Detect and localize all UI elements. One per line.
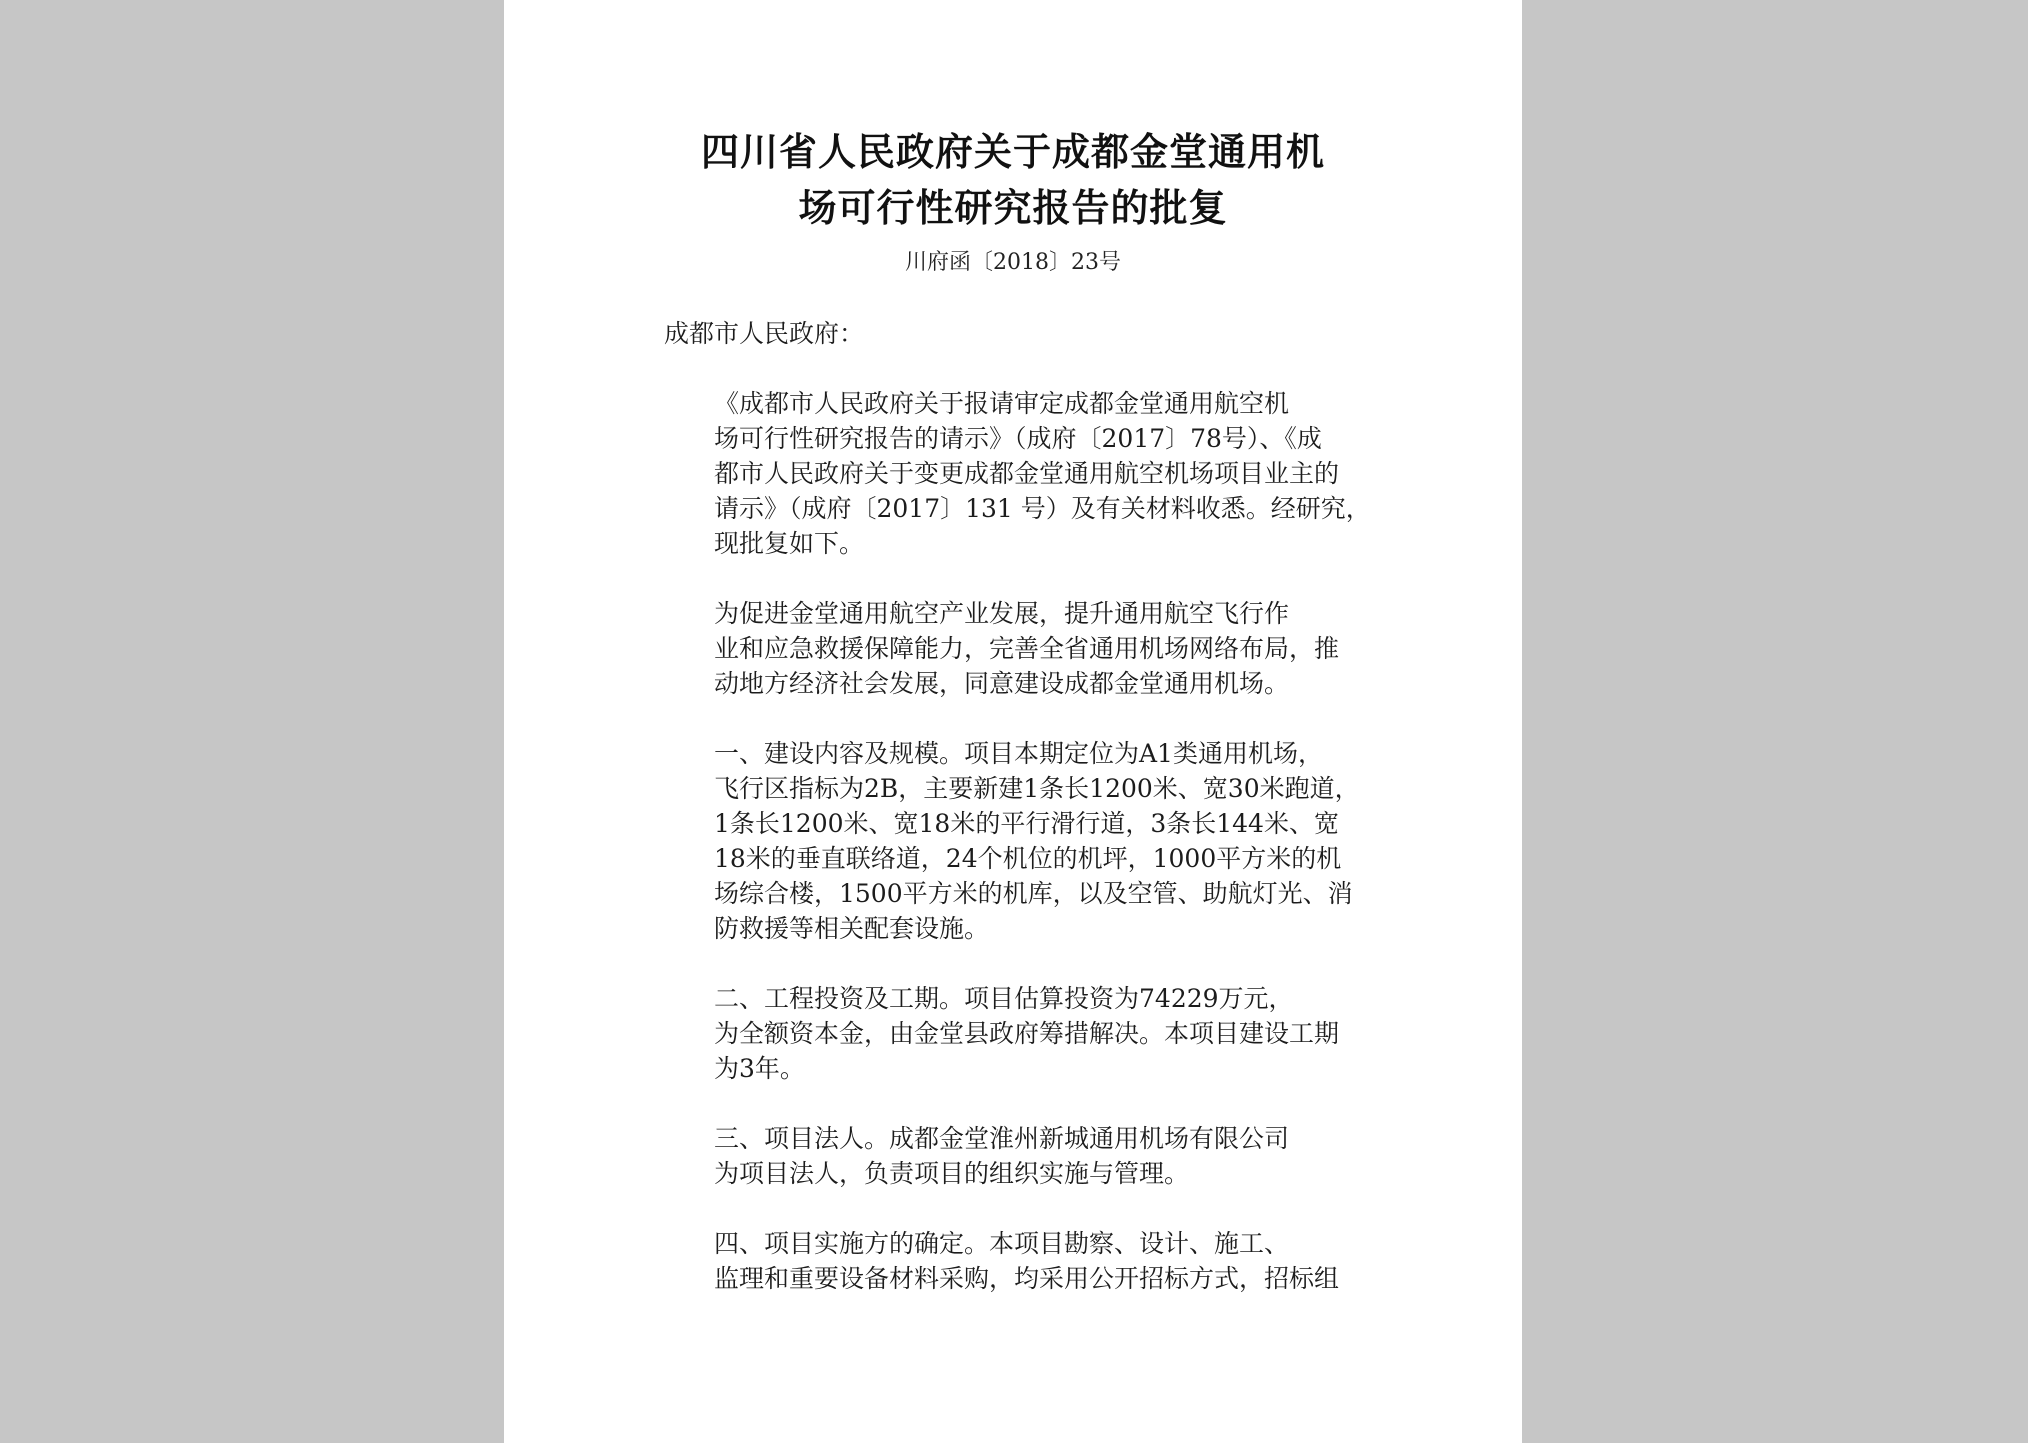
paragraph-approval (664, 596, 1376, 701)
document-title (504, 124, 1522, 236)
paragraph-request (664, 386, 1376, 561)
text-line: 监理和重要设备材料采购，均采用公开招标方式，招标组 (714, 1264, 1340, 1293)
text-line: 三、项目法人。成都金堂淮州新城通用机场有限公司 (714, 1124, 1290, 1153)
document-number: 川府函〔2018〕23号 (905, 250, 1121, 275)
title-line-1: 四川省人民政府关于成都金堂通用机 (700, 129, 1325, 174)
paragraph-scope (664, 736, 1376, 946)
text-line: 二、工程投资及工期。项目估算投资为74229万元， (714, 984, 1294, 1013)
text-line: 都市人民政府关于变更成都金堂通用航空机场项目业主的 (714, 459, 1340, 488)
text-line: 为项目法人，负责项目的组织实施与管理。 (714, 1159, 1190, 1188)
paragraph-implementation (664, 1226, 1376, 1296)
title-line-2: 场可行性研究报告的批复 (798, 185, 1228, 230)
text-line: 飞行区指标为2B，主要新建1条长1200米、宽30米跑道， (714, 774, 1360, 803)
text-line: 18米的垂直联络道，24个机位的机坪，1000平方米的机 (714, 844, 1342, 873)
text-line: 为全额资本金，由金堂县政府筹措解决。本项目建设工期 (714, 1019, 1340, 1048)
text-line: 1条长1200米、宽18米的平行滑行道，3条长144米、宽 (714, 809, 1339, 838)
text-line: 防救援等相关配套设施。 (714, 914, 990, 943)
paragraph-legal-entity (664, 1121, 1376, 1191)
document-body (664, 316, 1376, 1331)
text-line: 为3年。 (714, 1054, 805, 1083)
text-line: 四、项目实施方的确定。本项目勘察、设计、施工、 (714, 1229, 1290, 1258)
text-line: 场综合楼，1500平方米的机库，以及空管、助航灯光、消 (714, 879, 1353, 908)
text-line: 动地方经济社会发展，同意建设成都金堂通用机场。 (714, 669, 1290, 698)
text-line: 为促进金堂通用航空产业发展，提升通用航空飞行作 (714, 599, 1290, 628)
salutation: 成都市人民政府： (664, 319, 865, 348)
text-line: 《成都市人民政府关于报请审定成都金堂通用航空机 (714, 389, 1290, 418)
text-line: 业和应急救援保障能力，完善全省通用机场网络布局，推 (714, 634, 1340, 663)
paragraph-investment (664, 981, 1376, 1086)
text-line: 一、建设内容及规模。项目本期定位为A1类通用机场， (714, 739, 1323, 768)
text-line: 现批复如下。 (714, 529, 865, 558)
document-page (504, 0, 1522, 1443)
text-line: 请示》（成府〔2017〕131 号）及有关材料收悉。经研究， (714, 494, 1371, 523)
text-line: 场可行性研究报告的请示》（成府〔2017〕78号）、《成 (714, 424, 1322, 453)
